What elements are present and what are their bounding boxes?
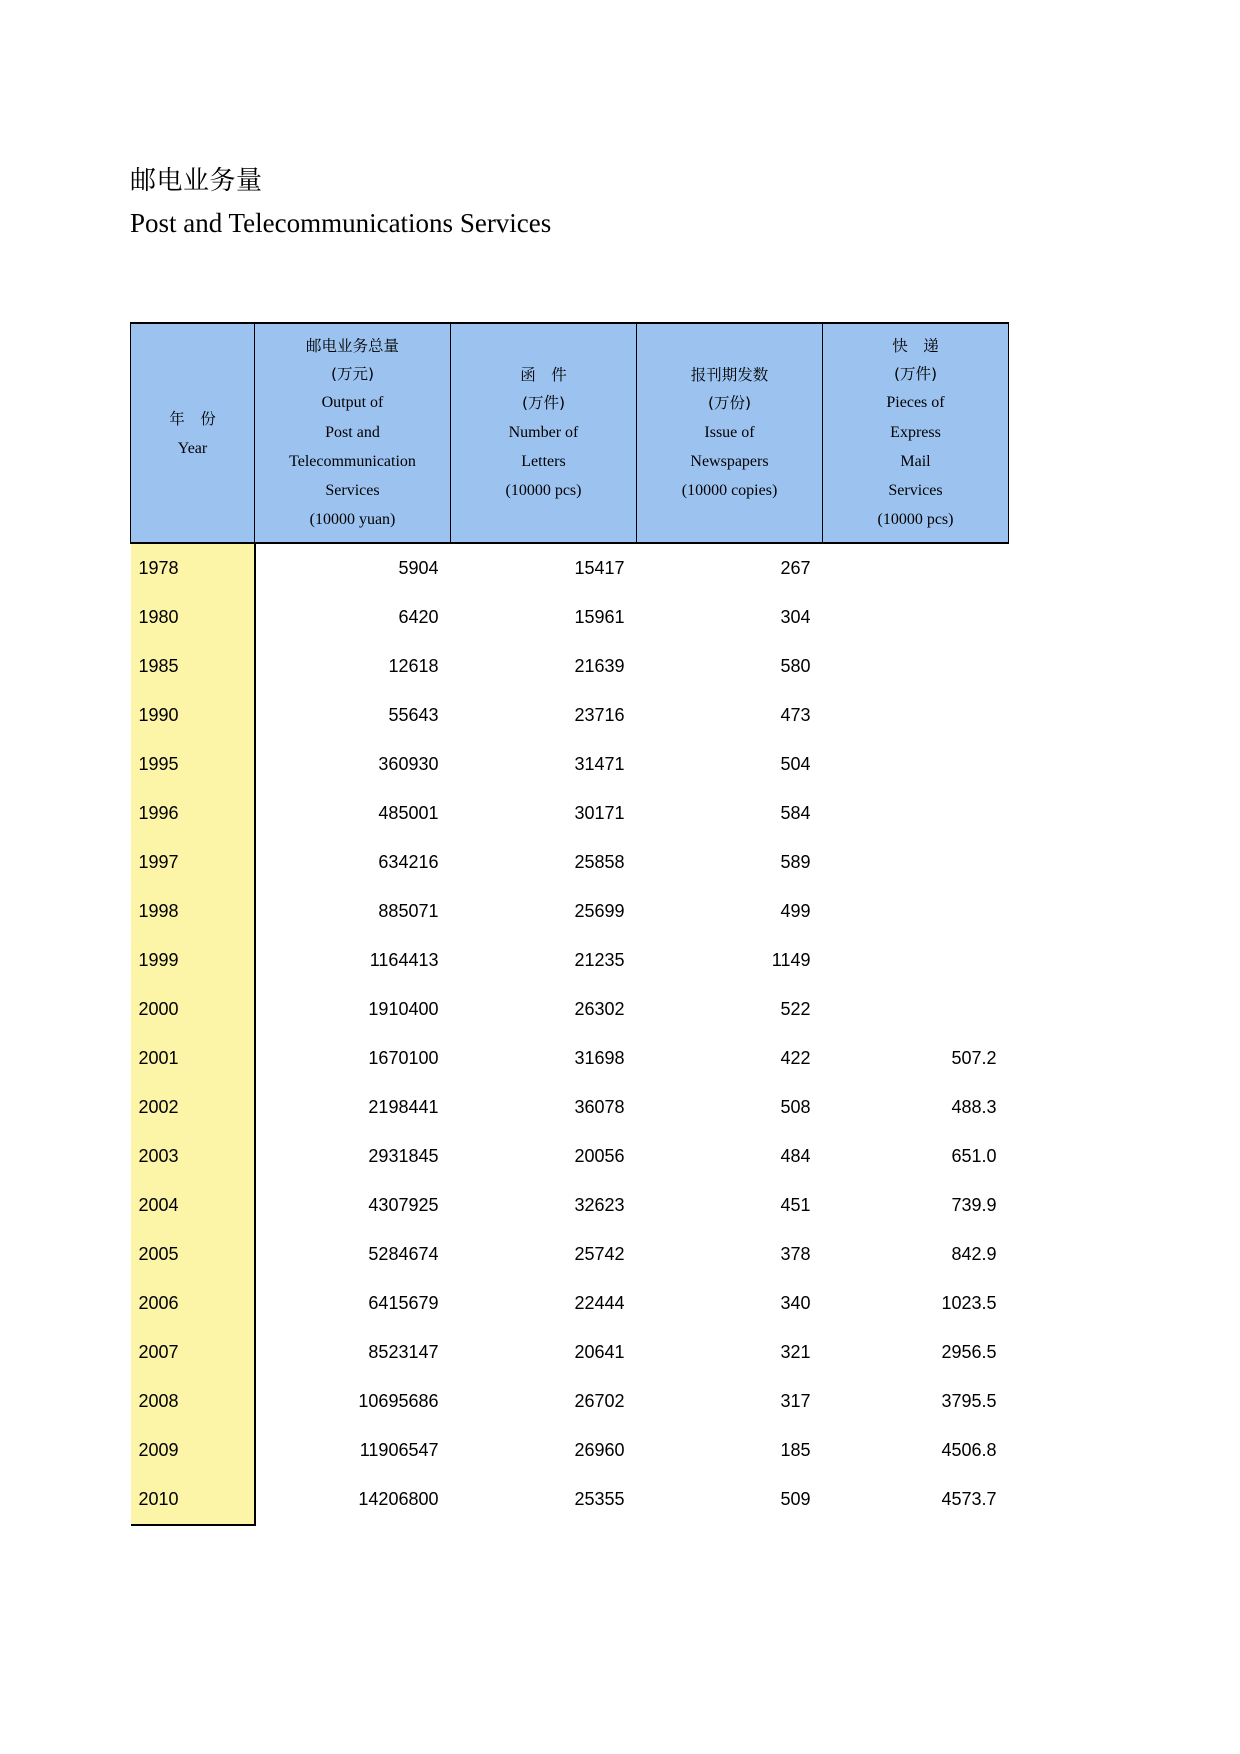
- cell-letters: 25858: [451, 838, 637, 887]
- post-telecom-services-table: [130, 322, 1009, 1526]
- table-row: [131, 789, 1009, 838]
- cell-output: 1670100: [255, 1034, 451, 1083]
- cell-year: 2005: [131, 1230, 255, 1279]
- table-row: [131, 985, 1009, 1034]
- cell-express: 3795.5: [823, 1377, 1009, 1426]
- cell-newspapers: 340: [637, 1279, 823, 1328]
- cell-newspapers: 378: [637, 1230, 823, 1279]
- cell-letters: 20056: [451, 1132, 637, 1181]
- cell-year: 1978: [131, 543, 255, 593]
- column-header-newspapers-unit-zh: (万份): [707, 394, 752, 413]
- table-row: [131, 1377, 1009, 1426]
- cell-letters: 22444: [451, 1279, 637, 1328]
- column-header-letters-en2: Letters: [521, 452, 566, 470]
- column-header-express-unit-zh: (万件): [893, 365, 938, 384]
- table-row: [131, 838, 1009, 887]
- column-header-express-unit-en: (10000 pcs): [877, 510, 954, 528]
- cell-newspapers: 317: [637, 1377, 823, 1426]
- cell-year: 2006: [131, 1279, 255, 1328]
- cell-output: 6420: [255, 593, 451, 642]
- cell-express: [823, 838, 1009, 887]
- cell-output: 14206800: [255, 1475, 451, 1525]
- cell-newspapers: 499: [637, 887, 823, 936]
- column-header-letters-zh: 函 件: [520, 366, 567, 385]
- cell-output: 55643: [255, 691, 451, 740]
- column-header-express-zh: 快 递: [892, 337, 939, 355]
- table-row: [131, 1230, 1009, 1279]
- table-row: [131, 1279, 1009, 1328]
- table-body: [131, 543, 1009, 1525]
- cell-year: 2001: [131, 1034, 255, 1083]
- cell-newspapers: 589: [637, 838, 823, 887]
- column-header-output-en2: Post and: [325, 423, 380, 441]
- column-header-year-en: Year: [177, 439, 208, 457]
- column-header-express-en1: Pieces of: [886, 394, 945, 412]
- cell-express: 651.0: [823, 1132, 1009, 1181]
- column-header-output-unit-en: (10000 yuan): [309, 510, 396, 528]
- cell-output: 885071: [255, 887, 451, 936]
- cell-letters: 25742: [451, 1230, 637, 1279]
- column-header-output-zh: 邮电业务总量: [305, 337, 399, 355]
- column-header-newspapers-en1: Issue of: [704, 423, 755, 441]
- table-row: [131, 1132, 1009, 1181]
- cell-express: [823, 691, 1009, 740]
- cell-output: 8523147: [255, 1328, 451, 1377]
- cell-newspapers: 185: [637, 1426, 823, 1475]
- cell-year: 2009: [131, 1426, 255, 1475]
- cell-letters: 23716: [451, 691, 637, 740]
- column-header-output-en3: Telecommunication: [289, 452, 416, 470]
- cell-output: 1164413: [255, 936, 451, 985]
- cell-newspapers: 580: [637, 642, 823, 691]
- cell-express: 1023.5: [823, 1279, 1009, 1328]
- cell-express: [823, 543, 1009, 593]
- cell-express: [823, 789, 1009, 838]
- cell-output: 5284674: [255, 1230, 451, 1279]
- cell-output: 4307925: [255, 1181, 451, 1230]
- column-header-year-zh: 年 份: [169, 410, 216, 429]
- table-row: [131, 543, 1009, 593]
- column-header-express-en3: Mail: [900, 452, 931, 470]
- column-header-letters: [451, 323, 637, 543]
- cell-year: 2004: [131, 1181, 255, 1230]
- cell-letters: 20641: [451, 1328, 637, 1377]
- column-header-newspapers-en2: Newspapers: [690, 452, 769, 470]
- cell-express: [823, 887, 1009, 936]
- cell-express: [823, 936, 1009, 985]
- cell-newspapers: 304: [637, 593, 823, 642]
- table-row: [131, 1181, 1009, 1230]
- cell-newspapers: 522: [637, 985, 823, 1034]
- column-header-express-en4: Services: [888, 481, 943, 499]
- cell-newspapers: 473: [637, 691, 823, 740]
- column-header-output-unit-zh: (万元): [330, 365, 375, 384]
- cell-year: 1990: [131, 691, 255, 740]
- cell-newspapers: 1149: [637, 936, 823, 985]
- column-header-letters-unit-zh: (万件): [521, 394, 566, 413]
- cell-year: 1996: [131, 789, 255, 838]
- table-header-row: [131, 323, 1009, 543]
- cell-express: 4506.8: [823, 1426, 1009, 1475]
- table-row: [131, 1083, 1009, 1132]
- table-row: [131, 1426, 1009, 1475]
- cell-letters: 15417: [451, 543, 637, 593]
- table-row: [131, 740, 1009, 789]
- cell-letters: 15961: [451, 593, 637, 642]
- cell-newspapers: 504: [637, 740, 823, 789]
- cell-letters: 25355: [451, 1475, 637, 1525]
- cell-letters: 26302: [451, 985, 637, 1034]
- cell-letters: 36078: [451, 1083, 637, 1132]
- column-header-express-en2: Express: [890, 423, 941, 441]
- cell-newspapers: 584: [637, 789, 823, 838]
- cell-year: 2010: [131, 1475, 255, 1525]
- column-header-output-en4: Services: [325, 481, 380, 499]
- cell-express: [823, 642, 1009, 691]
- cell-output: 5904: [255, 543, 451, 593]
- table-row: [131, 887, 1009, 936]
- cell-letters: 30171: [451, 789, 637, 838]
- cell-express: 488.3: [823, 1083, 1009, 1132]
- table-row: [131, 1475, 1009, 1525]
- cell-output: 6415679: [255, 1279, 451, 1328]
- column-header-newspapers: [637, 323, 823, 543]
- cell-output: 485001: [255, 789, 451, 838]
- cell-year: 1998: [131, 887, 255, 936]
- cell-newspapers: 451: [637, 1181, 823, 1230]
- cell-express: 4573.7: [823, 1475, 1009, 1525]
- page-title-chinese: 邮电业务量: [130, 166, 263, 196]
- cell-express: 507.2: [823, 1034, 1009, 1083]
- cell-output: 12618: [255, 642, 451, 691]
- cell-output: 1910400: [255, 985, 451, 1034]
- cell-output: 634216: [255, 838, 451, 887]
- table-header: [131, 323, 1009, 543]
- column-header-output: [255, 323, 451, 543]
- cell-newspapers: 321: [637, 1328, 823, 1377]
- cell-year: 2002: [131, 1083, 255, 1132]
- table-row: [131, 1034, 1009, 1083]
- cell-output: 2198441: [255, 1083, 451, 1132]
- cell-year: 1995: [131, 740, 255, 789]
- column-header-express: [823, 323, 1009, 543]
- cell-newspapers: 267: [637, 543, 823, 593]
- cell-express: [823, 593, 1009, 642]
- cell-express: [823, 740, 1009, 789]
- table-row: [131, 593, 1009, 642]
- cell-express: [823, 985, 1009, 1034]
- cell-letters: 25699: [451, 887, 637, 936]
- cell-year: 1980: [131, 593, 255, 642]
- column-header-output-en1: Output of: [321, 394, 384, 412]
- cell-output: 11906547: [255, 1426, 451, 1475]
- cell-letters: 26702: [451, 1377, 637, 1426]
- cell-letters: 31698: [451, 1034, 637, 1083]
- cell-newspapers: 509: [637, 1475, 823, 1525]
- cell-output: 2931845: [255, 1132, 451, 1181]
- cell-year: 2003: [131, 1132, 255, 1181]
- column-header-year: [131, 323, 255, 543]
- cell-output: 360930: [255, 740, 451, 789]
- cell-year: 1997: [131, 838, 255, 887]
- cell-year: 1999: [131, 936, 255, 985]
- table-row: [131, 691, 1009, 740]
- cell-letters: 21235: [451, 936, 637, 985]
- cell-letters: 26960: [451, 1426, 637, 1475]
- cell-letters: 32623: [451, 1181, 637, 1230]
- cell-express: 739.9: [823, 1181, 1009, 1230]
- cell-year: 2007: [131, 1328, 255, 1377]
- cell-letters: 21639: [451, 642, 637, 691]
- cell-output: 10695686: [255, 1377, 451, 1426]
- column-header-newspapers-unit-en: (10000 copies): [681, 481, 778, 499]
- table-row: [131, 1328, 1009, 1377]
- cell-newspapers: 508: [637, 1083, 823, 1132]
- cell-newspapers: 422: [637, 1034, 823, 1083]
- table-row: [131, 642, 1009, 691]
- cell-year: 2008: [131, 1377, 255, 1426]
- table-row: [131, 936, 1009, 985]
- cell-year: 2000: [131, 985, 255, 1034]
- cell-year: 1985: [131, 642, 255, 691]
- column-header-letters-en1: Number of: [508, 423, 579, 441]
- page-title-english: Post and Telecommunications Services: [130, 208, 552, 238]
- cell-newspapers: 484: [637, 1132, 823, 1181]
- column-header-newspapers-zh: 报刊期发数: [690, 366, 769, 385]
- cell-express: 2956.5: [823, 1328, 1009, 1377]
- cell-express: 842.9: [823, 1230, 1009, 1279]
- column-header-letters-unit-en: (10000 pcs): [505, 481, 582, 499]
- cell-letters: 31471: [451, 740, 637, 789]
